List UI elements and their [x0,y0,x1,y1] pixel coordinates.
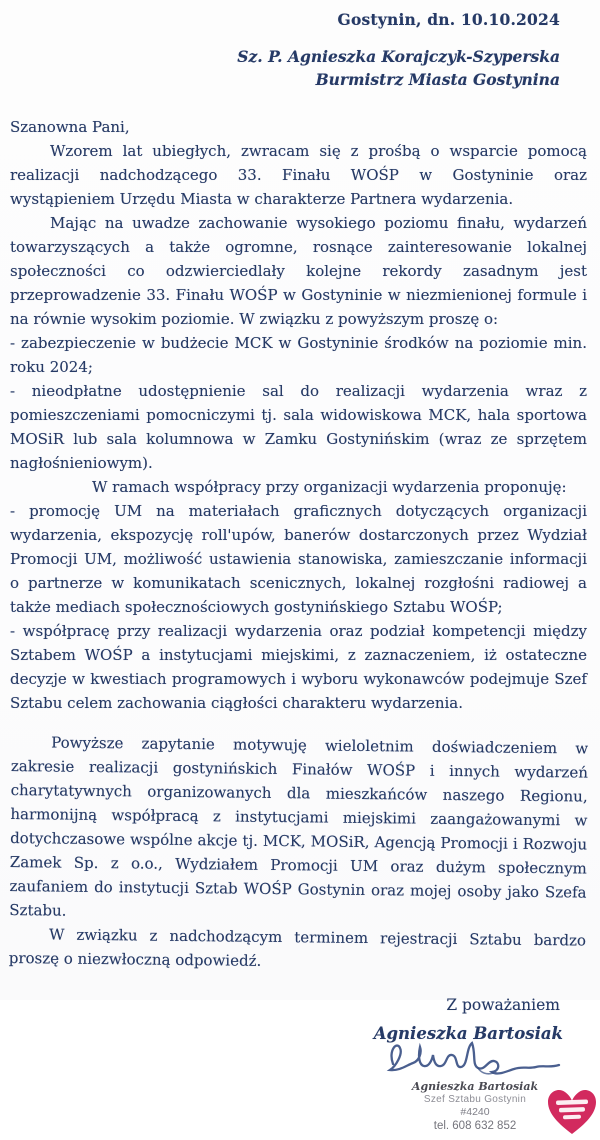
closing-block [0,980,600,1140]
paragraph-request: Mając na uwadze zachowanie wysokiego poziomu finału, wydarzeń towarzyszących a także ogromne, rosnące zainteresowanie lokalnej społeczności co odzwierciedlały kolejne rekordy zasadnym jest przeprowadzenie 33. Finału WOŚP w Gostyninie w niezmienionej formule i na równie wysokim poziomie. W związku z powyższym proszę o: [10,214,587,328]
stamp-role: Szef Sztabu Gostynin [423,1094,527,1105]
stamp-staff-number: #4240 [460,1106,490,1118]
letter-header [0,0,600,91]
signer-name: Agnieszka Bartosiak [373,1024,563,1043]
stamp-name: Agnieszka Bartosiak [411,1080,539,1093]
recipient-title: Burmistrz Miasta Gostynina [315,70,560,89]
recipient-name: Sz. P. Agnieszka Korajczyk-Szyperska [237,47,560,66]
stamp-block [390,1080,560,1133]
skewed-scan-block [9,730,589,977]
bullet-budget: - zabezpieczenie w budżecie MCK w Gostyninie środków na poziomie min. roku 2024; [10,334,587,376]
stamp-phone: tel. 608 632 852 [433,1120,517,1132]
paragraph-proposal-intro: W ramach współpracy przy organizacji wydarzenia proponuję: [92,478,567,496]
handwritten-signature [383,1038,568,1084]
greeting: Szanowna Pani, [10,118,130,136]
valediction: Z poważaniem [446,996,560,1014]
recipient-block [10,45,560,91]
paragraph-intro: Wzorem lat ubiegłych, zwracam się z prośbą o wsparcie pomocą realizacji nadchodzącego 33. Finału WOŚP w Gostyninie oraz wystąpieniem Urzędu Miasta w charakterze Partnera wydarzenia. [10,142,587,208]
place-and-date: Gostynin, dn. 10.10.2024 [337,10,560,29]
wosp-heart-icon [545,1086,599,1138]
paragraph-motivation: Powyższe zapytanie motywuję wieloletnim doświadczeniem w zakresie realizacji gostynińskich Finałów WOŚP i innych wydarzeń charytatywnych organizowanych dla mieszkańców naszego Regionu, harmonijną współpracą z instytucjami miejskimi zaangażowanymi w dotychczasowe wspólne akcje tj. MCK, MOSiR, Agencją Promocji i Rozwoju Zamek Sp. z o.o., Wydziałem Promocji UM oraz dużym społecznym zaufaniem do instytucji Sztab WOŚP Gostynin oraz mojej osoby jako Szefa Sztabu. [9,733,589,920]
bullet-promotion: - promocję UM na materiałach graficznych dotyczących organizacji wydarzenia, ekspozycję roll'upów, banerów dostarczonych przez Wydział Promocji UM, możliwość ustawienia stanowiska, zamieszczanie informacji o partnerze w komunikatach scenicznych, lokalnej rozgłośni radiowej a także mediach społecznościowych gostynińskiego Sztabu WOŚP; [10,502,587,616]
letter-body [0,115,600,970]
bullet-venues: - nieodpłatne udostępnienie sal do realizacji wydarzenia wraz z pomieszczeniami pomocniczymi tj. sala widowiskowa MCK, hala sportowa MOSiR lub sala kolumnowa w Zamku Gostynińskim (wraz ze sprzętem nagłośnieniowym). [10,382,587,472]
bullet-cooperation: - współpracę przy realizacji wydarzenia oraz podział kompetencji między Sztabem WOŚP a instytucjami miejskimi, z zaznaczeniem, iż ostateczne decyzje w kwestiach programowych i wyboru wykonawców podejmuje Szef Sztabu celem zachowania ciągłości charakteru wydarzenia. [10,622,587,712]
paragraph-deadline: W związku z nadchodzącym terminem rejestracji Sztabu bardzo proszę o niezwłoczną odpowiedź. [8,925,587,970]
